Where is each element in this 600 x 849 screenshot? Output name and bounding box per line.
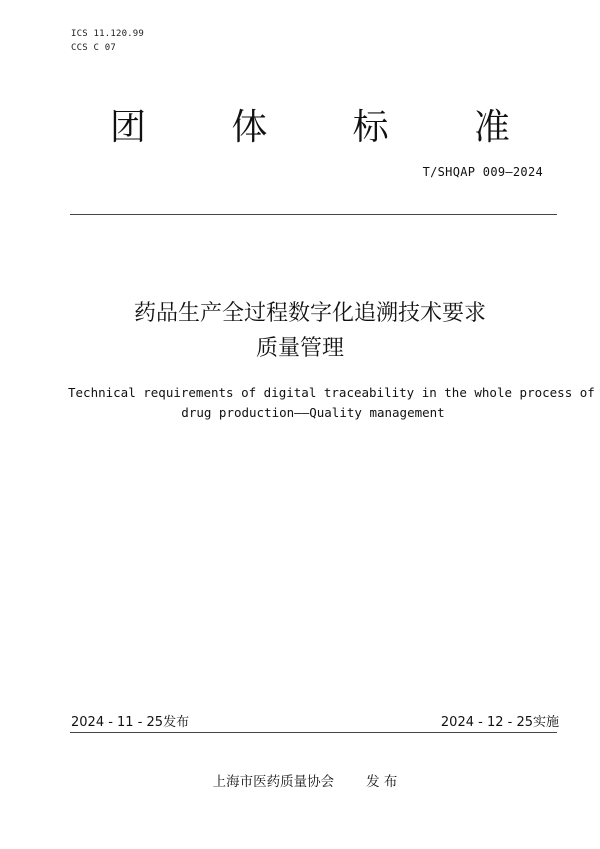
issuing-organization: 上海市医药质量协会 bbox=[212, 774, 335, 790]
ccs-code: CCS C 07 bbox=[71, 43, 116, 53]
standard-number: T/SHQAP 009—2024 bbox=[422, 165, 543, 179]
english-title-line-1: Technical requirements of digital traceability in the whole process of bbox=[68, 385, 595, 400]
chinese-title-line-1: 药品生产全过程数字化追溯技术要求 bbox=[133, 301, 486, 326]
english-title-line-2: drug production——Quality management bbox=[181, 405, 445, 420]
issuer-line bbox=[0, 773, 600, 791]
chinese-title-line-2: 质量管理 bbox=[255, 336, 344, 361]
issue-action: 发 布 bbox=[366, 774, 398, 790]
doc-type-char: 准 bbox=[473, 107, 510, 148]
implementation-date: 2024 - 12 - 25实施 bbox=[440, 715, 559, 730]
doc-type-char: 团 bbox=[110, 107, 147, 148]
ics-code: ICS 11.120.99 bbox=[71, 29, 145, 39]
doc-type-char: 体 bbox=[231, 107, 268, 148]
document-type-heading bbox=[110, 108, 510, 148]
top-divider bbox=[70, 214, 557, 215]
doc-type-char: 标 bbox=[352, 107, 389, 148]
publish-date: 2024 - 11 - 25发布 bbox=[71, 715, 190, 730]
bottom-divider bbox=[70, 732, 557, 733]
